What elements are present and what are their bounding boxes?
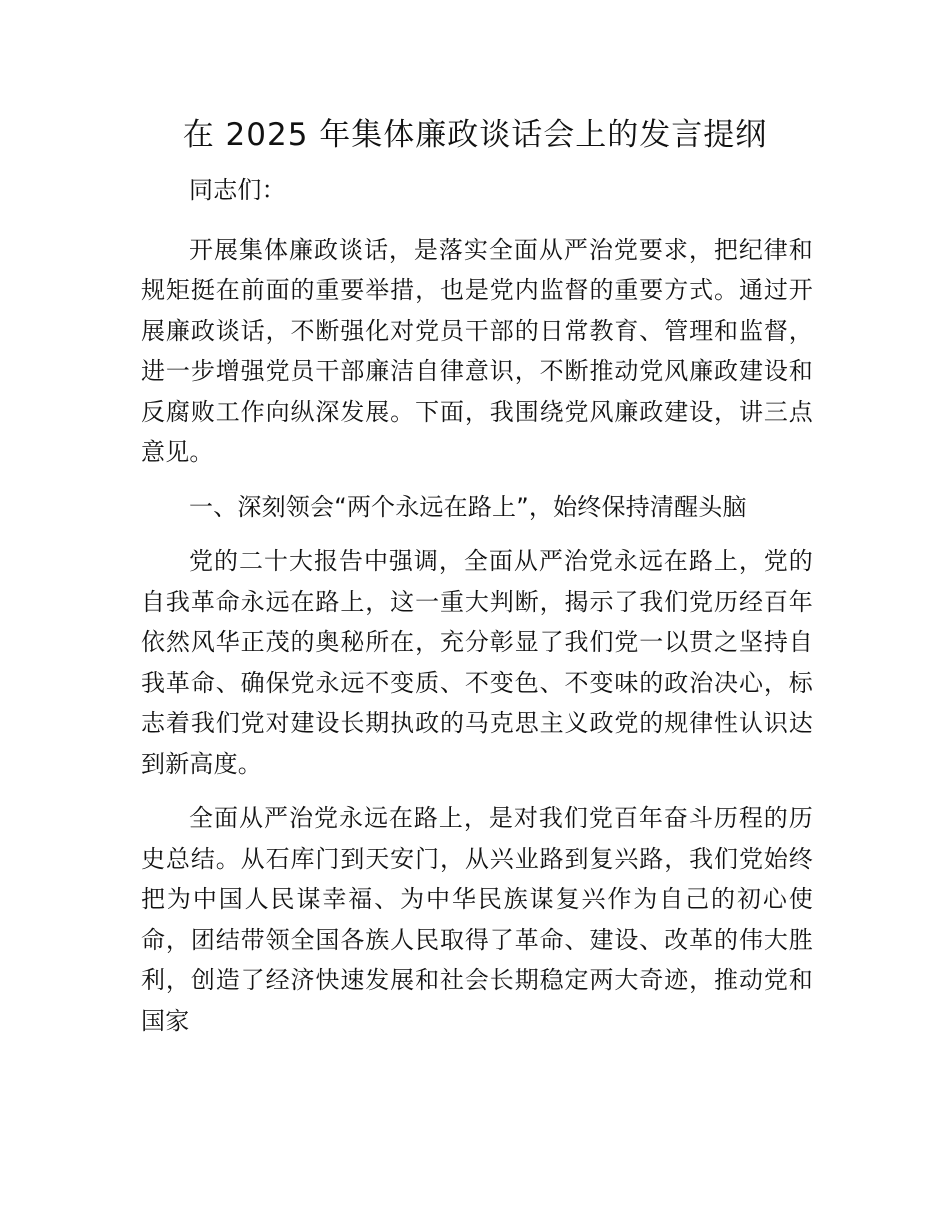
section1-paragraph-2: 全面从严治党永远在路上，是对我们党百年奋斗历程的历史总结。从石库门到天安门，从兴业路到复兴路，我们党始终把为中国人民谋幸福、为中华民族谋复兴作为自己的初心使命，团结带领全国各族人民取得了革命、建设、改革的伟大胜利，创造了经济快速发展和社会长期稳定两大奇迹，推动党和国家 (141, 804, 813, 1035)
section1-paragraph-1: 党的二十大报告中强调，全面从严治党永远在路上，党的自我革命永远在路上，这一重大判断，揭示了我们党历经百年依然风华正茂的奥秘所在，充分彰显了我们党一以贯之坚持自我革命、确保党永远不变质、不变色、不变味的政治决心，标志着我们党对建设长期执政的马克思主义政党的规律性认识达到新高度。 (141, 547, 813, 778)
document-body (141, 170, 813, 1055)
salutation: 同志们： (189, 176, 286, 204)
section-heading-1: 一、深刻领会“两个永远在路上”，始终保持清醒头脑 (189, 492, 747, 521)
document-title: 在 2025 年集体廉政谈话会上的发言提纲 (182, 117, 768, 153)
intro-paragraph: 开展集体廉政谈话，是落实全面从严治党要求，把纪律和规矩挺在前面的重要举措，也是党内监督的重要方式。通过开展廉政谈话，不断强化对党员干部的日常教育、管理和监督，进一步增强党员干部廉洁自律意识，不断推动党风廉政建设和反腐败工作向纵深发展。下面，我围绕党风廉政建设，讲三点意见。 (141, 235, 813, 466)
